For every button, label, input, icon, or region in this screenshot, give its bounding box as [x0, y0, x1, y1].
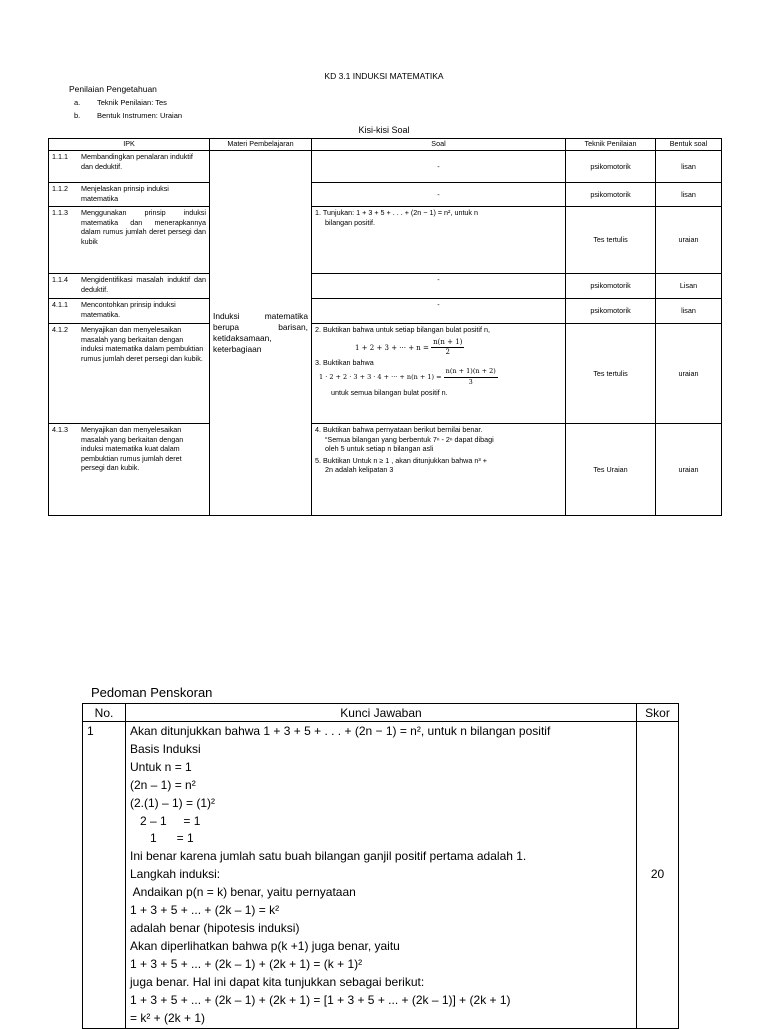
kunci-cell: [126, 722, 637, 1029]
formula-3: [315, 367, 562, 387]
soal-text: 1. Tunjukan: 1 + 3 + 5 + . . . + (2n − 1) = n², untuk n: [315, 208, 479, 217]
ipk-cell: [49, 424, 210, 516]
col-header-skor: Skor: [637, 704, 679, 722]
ipk-cell: [49, 183, 210, 207]
kunci-line: 2 – 1 = 1: [130, 813, 201, 828]
formula-fraction: [431, 338, 464, 358]
table-row: [83, 722, 679, 1029]
formula-2: [315, 338, 562, 358]
no-cell: 1: [83, 722, 126, 1029]
kunci-line: Andaikan p(n = k) benar, yaitu pernyataan: [130, 885, 356, 900]
teknik-cell: psikomotorik: [566, 299, 656, 324]
soal-text: 2n adalah kelipatan 3: [325, 465, 394, 475]
teknik-cell: Tes tertulis: [566, 324, 656, 424]
ipk-text: Menyajikan dan menyelesaikan masalah yang berkaitan dengan induksi matematika kuat dalam pembuktian rumus jumlah deret persegi dan kubik.: [81, 425, 184, 473]
kunci-line: 1 + 3 + 5 + ... + (2k – 1) = k²: [130, 903, 280, 918]
soal-text: “Semua bilangan yang berbentuk 7ⁿ - 2ⁿ dapat dibagi: [325, 434, 494, 444]
table-row: [49, 207, 722, 274]
kisi-table: [48, 138, 722, 516]
penilaian-item-text: Teknik Penilaian: Tes: [97, 98, 167, 107]
soal-text: bilangan positif.: [325, 217, 375, 227]
table-row: [49, 324, 722, 424]
kunci-line: (2.(1) – 1) = (1)²: [130, 795, 216, 810]
pedoman-table: [82, 703, 679, 1029]
materi-cell: [210, 151, 312, 516]
soal-cell: -: [312, 274, 566, 299]
ipk-number: 1.1.3: [52, 208, 68, 217]
kisi-header-row: [49, 139, 722, 151]
bentuk-cell: lisan: [656, 299, 722, 324]
bentuk-cell: Lisan: [656, 274, 722, 299]
teknik-cell: Tes Uraian: [566, 424, 656, 516]
ipk-text: Menjelaskan prinsip induksi matematika: [81, 184, 169, 203]
kunci-line: 1 + 3 + 5 + ... + (2k – 1) + (2k + 1) = [1 + 3 + 5 + ... + (2k – 1)] + (2k + 1): [130, 992, 511, 1007]
penilaian-heading: Penilaian Pengetahuan: [69, 84, 157, 94]
teknik-cell: psikomotorik: [566, 274, 656, 299]
formula-numerator: n(n + 1)(n + 2): [444, 367, 498, 378]
soal-text: 5. Buktikan Untuk n ≥ 1 , akan ditunjukkan bahwa n³ +: [315, 455, 487, 465]
soal-text: 4. Buktikan bahwa pernyataan berikut bernilai benar.: [315, 425, 483, 434]
penilaian-item-text: Bentuk Instrumen: Uraian: [97, 111, 183, 120]
bentuk-cell: uraian: [656, 424, 722, 516]
formula-lhs: 1 + 2 + 3 + ··· + n =: [355, 343, 429, 352]
soal-cell: -: [312, 299, 566, 324]
pedoman-title: Pedoman Penskoran: [91, 685, 213, 700]
formula-fraction: [444, 367, 498, 387]
soal-cell: -: [312, 151, 566, 183]
bentuk-cell: uraian: [656, 324, 722, 424]
penilaian-item-a: [74, 98, 167, 107]
ipk-number: 4.1.3: [52, 425, 68, 434]
table-row: [49, 274, 722, 299]
kunci-line: juga benar. Hal ini dapat kita tunjukkan sebagai berikut:: [130, 974, 425, 989]
soal-text: 3. Buktikan bahwa: [315, 357, 374, 367]
penilaian-item-label: a.: [74, 98, 81, 107]
soal-text: 2. Buktikan bahwa untuk setiap bilangan bulat positif n,: [315, 325, 491, 334]
ipk-number: 4.1.2: [52, 325, 68, 334]
soal-text: untuk semua bilangan bulat positif n.: [331, 387, 448, 397]
ipk-cell: [49, 274, 210, 299]
ipk-number: 1.1.1: [52, 152, 68, 161]
penilaian-item-label: b.: [74, 111, 81, 120]
kunci-line: = k² + (2k + 1): [130, 1010, 206, 1025]
bentuk-cell: uraian: [656, 207, 722, 274]
teknik-cell: Tes tertulis: [566, 207, 656, 274]
ipk-text: Menggunakan prinsip induksi matematika dan menerapkannya dalam rumus jumlah deret persegi dan kubik: [81, 208, 206, 246]
col-header-soal: Soal: [312, 139, 566, 151]
formula-lhs: 1 · 2 + 2 · 3 + 3 · 4 + ··· + n(n + 1) =: [319, 373, 442, 382]
ipk-cell: [49, 151, 210, 183]
kunci-line: Akan diperlihatkan bahwa p(k +1) juga benar, yaitu: [130, 938, 400, 953]
ipk-text: Mencontohkan prinsip induksi matematika.: [81, 300, 176, 319]
ipk-cell: [49, 207, 210, 274]
table-row: [49, 151, 722, 183]
table-row: [49, 299, 722, 324]
col-header-ipk: IPK: [49, 139, 210, 151]
teknik-cell: psikomotorik: [566, 151, 656, 183]
teknik-cell: psikomotorik: [566, 183, 656, 207]
kd-title: KD 3.1 INDUKSI MATEMATIKA: [324, 71, 444, 81]
kunci-line: Basis Induksi: [130, 741, 201, 756]
kisi-title: Kisi-kisi Soal: [358, 125, 410, 135]
table-row: [49, 183, 722, 207]
soal-text: oleh 5 untuk setiap n bilangan asli: [325, 444, 434, 454]
bentuk-cell: lisan: [656, 151, 722, 183]
kunci-line: Ini benar karena jumlah satu buah bilangan ganjil positif pertama adalah 1.: [130, 849, 527, 864]
kunci-line: Untuk n = 1: [130, 759, 192, 774]
soal-cell: [312, 424, 566, 516]
ipk-text: Menyajikan dan menyelesaikan masalah yang berkaitan dengan induksi matematika dalam pembuktian rumus jumlah deret persegi dan kubik.: [81, 325, 204, 363]
ipk-cell: [49, 324, 210, 424]
kunci-line: Akan ditunjukkan bahwa 1 + 3 + 5 + . . . + (2n − 1) = n², untuk n bilangan positif: [130, 724, 551, 738]
formula-numerator: n(n + 1): [431, 338, 464, 349]
col-header-teknik: Teknik Penilaian: [566, 139, 656, 151]
ipk-cell: [49, 299, 210, 324]
ipk-number: 1.1.2: [52, 184, 68, 193]
ipk-number: 4.1.1: [52, 300, 68, 309]
ipk-text: Membandingkan penalaran induktif dan deduktif.: [81, 152, 193, 171]
soal-cell: -: [312, 183, 566, 207]
kunci-line: 1 + 3 + 5 + ... + (2k – 1) + (2k + 1) = (k + 1)²: [130, 956, 363, 971]
ipk-number: 1.1.4: [52, 275, 68, 284]
col-header-bentuk: Bentuk soal: [656, 139, 722, 151]
soal-cell: [312, 207, 566, 274]
col-header-no: No.: [83, 704, 126, 722]
kunci-line: Langkah induksi:: [130, 867, 221, 882]
col-header-kunci: Kunci Jawaban: [126, 704, 637, 722]
materi-text: Induksi matematika berupa barisan, ketidaksamaan, keterbagiaan: [213, 311, 308, 354]
ipk-text: Mengidentifikasi masalah induktif dan deduktif.: [81, 275, 206, 294]
bentuk-cell: lisan: [656, 183, 722, 207]
formula-denominator: 3: [468, 377, 473, 386]
skor-cell: 20: [637, 722, 679, 1029]
kunci-line: adalah benar (hipotesis induksi): [130, 920, 300, 935]
kunci-line: 1 = 1: [130, 831, 194, 846]
penilaian-item-b: [74, 111, 182, 120]
col-header-materi: Materi Pembelajaran: [210, 139, 312, 151]
formula-denominator: 2: [445, 348, 450, 357]
table-row: [49, 424, 722, 516]
kunci-line: (2n – 1) = n²: [130, 777, 196, 792]
soal-cell: [312, 324, 566, 424]
pedoman-header-row: [83, 704, 679, 722]
